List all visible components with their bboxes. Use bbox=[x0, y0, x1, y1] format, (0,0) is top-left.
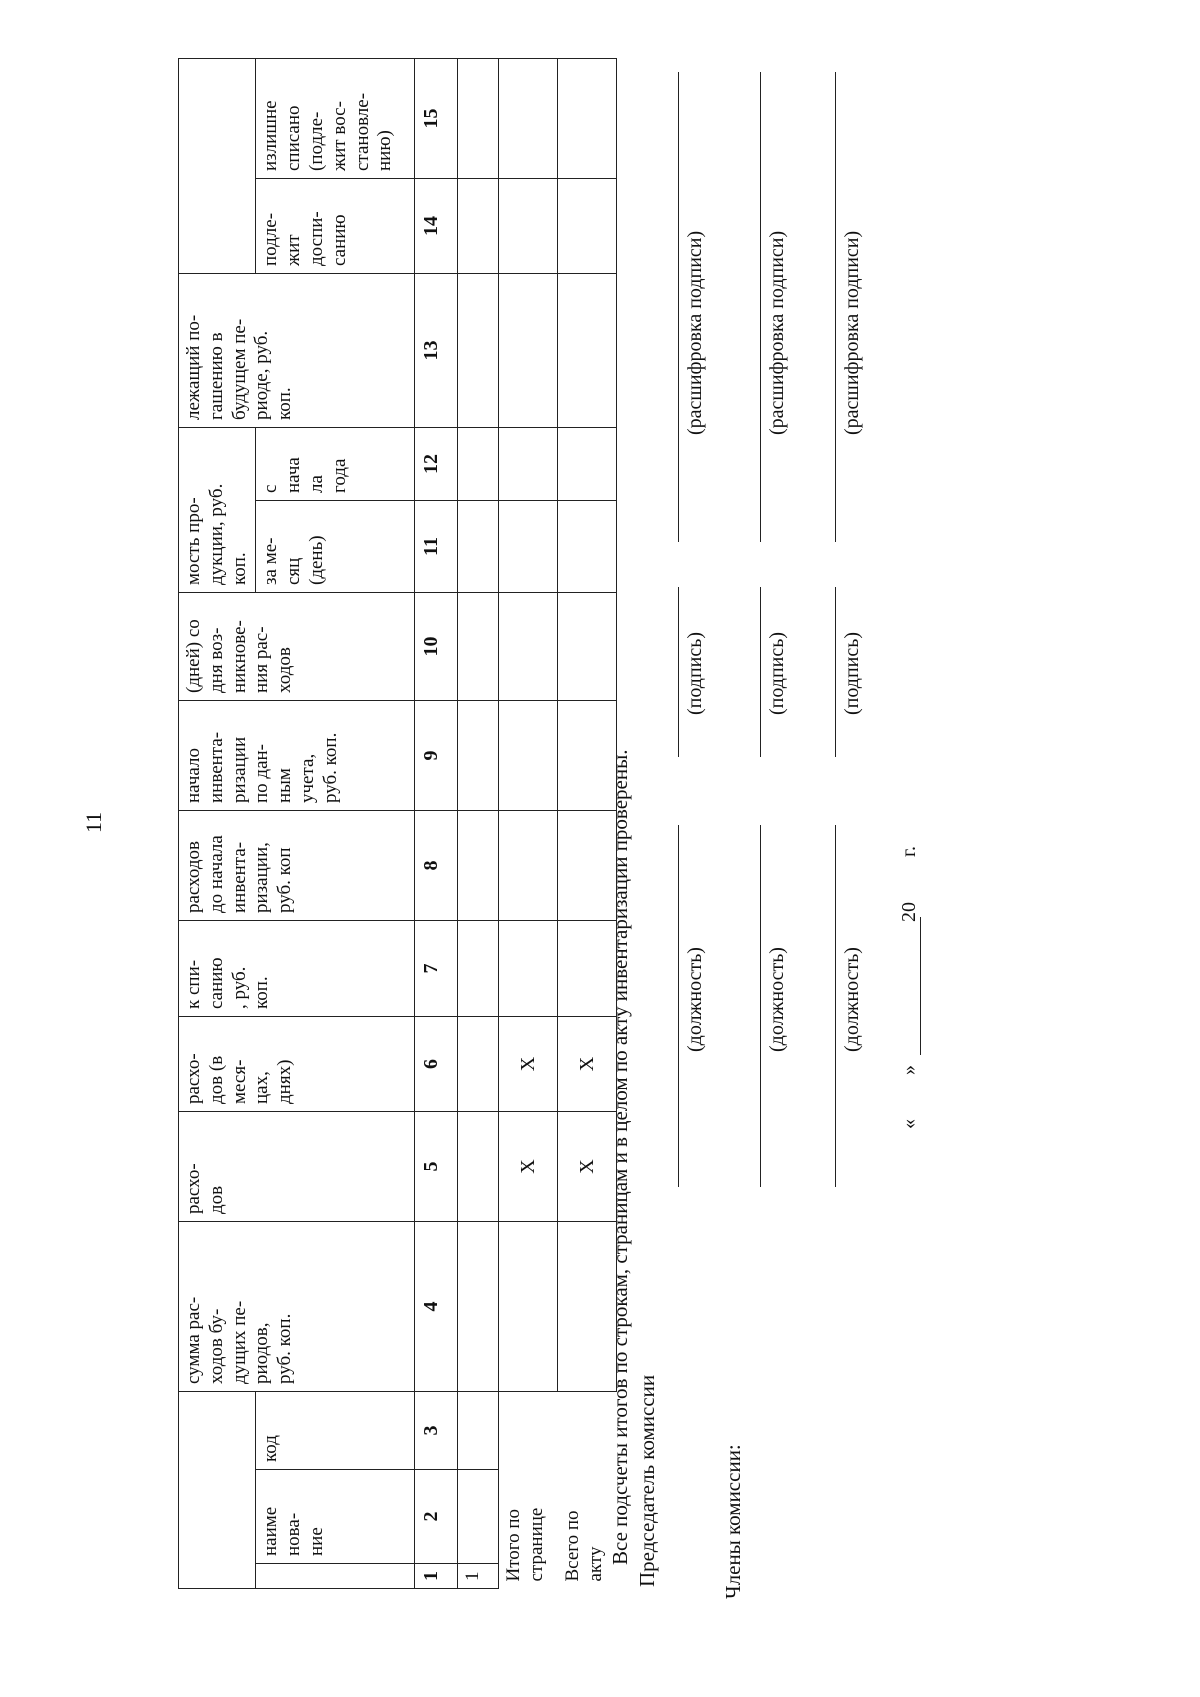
column-number: 8 bbox=[415, 811, 458, 921]
total-act-label: Всего по акту bbox=[561, 1510, 606, 1582]
row-number-cell: 1 bbox=[458, 1564, 499, 1589]
table-cell bbox=[458, 701, 499, 811]
header-sub-to-write-off: подле- жит доспи- санию bbox=[256, 179, 415, 274]
chairman-label: Председатель комиссии bbox=[635, 1374, 659, 1587]
date-month-line bbox=[920, 917, 921, 1055]
header-cell-11-12: мость про- дукции, руб. коп. bbox=[179, 428, 256, 593]
table-cell bbox=[558, 59, 617, 179]
column-number: 7 bbox=[415, 921, 458, 1017]
header-row-top bbox=[179, 59, 256, 1589]
header-sub-year-start: с нача ла года bbox=[256, 428, 415, 501]
table-cell bbox=[458, 811, 499, 921]
table-cell bbox=[499, 501, 558, 593]
date-open-quote: « bbox=[898, 1119, 920, 1129]
table-cell bbox=[499, 921, 558, 1017]
header-cell-6: расхо- дов (в меся- цах, днях) bbox=[179, 1017, 415, 1112]
table-cell bbox=[458, 921, 499, 1017]
column-number: 10 bbox=[415, 593, 458, 701]
table-cell bbox=[458, 1392, 499, 1470]
table-cell bbox=[458, 1470, 499, 1564]
member-decode-line bbox=[760, 72, 761, 542]
x-mark: Х bbox=[558, 1112, 617, 1222]
header-cell-10: (дней) со дня воз- никнове- ния рас- ходов bbox=[179, 593, 415, 701]
header-cell-5: расхо- дов bbox=[179, 1112, 415, 1222]
table-cell bbox=[558, 501, 617, 593]
table-row bbox=[458, 59, 499, 1589]
column-number: 13 bbox=[415, 274, 458, 428]
table-cell bbox=[458, 593, 499, 701]
table-cell bbox=[499, 811, 558, 921]
inventory-table bbox=[178, 58, 617, 1589]
column-number: 5 bbox=[415, 1112, 458, 1222]
table-cell bbox=[458, 1112, 499, 1222]
table-cell bbox=[558, 274, 617, 428]
member-signature-line bbox=[835, 587, 836, 757]
header-cell-4: сумма рас- ходов бу- дущих пе- риодов, руб. коп. bbox=[179, 1222, 415, 1392]
header-cell-9: начало инвента- ризации по дан- ным учета, руб. коп. bbox=[179, 701, 415, 811]
decode-caption: (расшифровка подписи) bbox=[766, 230, 788, 435]
table-cell bbox=[458, 59, 499, 179]
table-cell bbox=[458, 428, 499, 501]
member-position-line bbox=[760, 825, 761, 1187]
table-cell bbox=[499, 701, 558, 811]
member-position-line bbox=[835, 825, 836, 1187]
date-year: 20 bbox=[898, 902, 920, 922]
x-mark: Х bbox=[558, 1017, 617, 1112]
column-number: 3 bbox=[415, 1392, 458, 1470]
signature-caption: (подпись) bbox=[766, 631, 788, 715]
x-mark: Х bbox=[499, 1017, 558, 1112]
chairman-decode-line bbox=[678, 72, 679, 542]
column-number: 2 bbox=[415, 1470, 458, 1564]
column-number: 6 bbox=[415, 1017, 458, 1112]
header-sub-month: за ме- сяц (день) bbox=[256, 501, 415, 593]
decode-caption: (расшифровка подписи) bbox=[841, 230, 863, 435]
verification-statement: Все подсчеты итогов по строкам, страницам и в целом по акту инвентаризации проверены. bbox=[608, 749, 632, 1565]
header-cell-7: к спи- санию , руб. коп. bbox=[179, 921, 415, 1017]
table-cell bbox=[499, 59, 558, 179]
column-number: 12 bbox=[415, 428, 458, 501]
header-cell-14-15 bbox=[179, 59, 256, 274]
member-signature-line bbox=[760, 587, 761, 757]
column-number-row bbox=[415, 59, 458, 1589]
date-suffix: г. bbox=[898, 846, 920, 857]
decode-caption: (расшифровка подписи) bbox=[684, 230, 706, 435]
signature-caption: (подпись) bbox=[841, 631, 863, 715]
table-cell bbox=[458, 501, 499, 593]
column-number: 1 bbox=[415, 1564, 458, 1589]
date-close-quote: » bbox=[898, 1065, 920, 1075]
column-number: 11 bbox=[415, 501, 458, 593]
table-cell bbox=[499, 274, 558, 428]
position-caption: (должность) bbox=[841, 947, 863, 1052]
table-cell bbox=[499, 179, 558, 274]
table-cell bbox=[558, 593, 617, 701]
table-cell bbox=[499, 593, 558, 701]
total-page-label: Итого по странице bbox=[503, 1507, 548, 1582]
header-sub-code: код bbox=[256, 1392, 415, 1470]
table-cell bbox=[458, 179, 499, 274]
members-label: Члены комиссии: bbox=[721, 1444, 745, 1599]
chairman-position-line bbox=[678, 825, 679, 1187]
header-cell-13: лежащий по- гашению в будущем пе- риоде, руб. коп. bbox=[179, 274, 415, 428]
x-mark: Х bbox=[499, 1112, 558, 1222]
page-number: 11 bbox=[81, 811, 106, 833]
header-sub-name: наиме нова- ние bbox=[256, 1470, 415, 1564]
total-page-row bbox=[499, 59, 558, 1589]
position-caption: (должность) bbox=[766, 947, 788, 1052]
table-cell bbox=[499, 1222, 558, 1392]
signature-caption: (подпись) bbox=[684, 631, 706, 715]
table-cell bbox=[458, 1017, 499, 1112]
column-number: 4 bbox=[415, 1222, 458, 1392]
table-cell bbox=[458, 1222, 499, 1392]
column-number: 14 bbox=[415, 179, 458, 274]
table-cell bbox=[558, 179, 617, 274]
position-caption: (должность) bbox=[684, 947, 706, 1052]
header-cell-1-3 bbox=[179, 1392, 256, 1589]
chairman-signature-line bbox=[678, 587, 679, 757]
column-number: 9 bbox=[415, 701, 458, 811]
header-sub-excess: излишне списано (подле- жит вос- становле- нию) bbox=[256, 59, 415, 179]
header-cell-8: расходов до начала инвента- ризации, руб. коп bbox=[179, 811, 415, 921]
column-number: 15 bbox=[415, 59, 458, 179]
table-cell bbox=[499, 428, 558, 501]
table-cell bbox=[558, 428, 617, 501]
header-sub-empty bbox=[256, 1564, 415, 1589]
member-decode-line bbox=[835, 72, 836, 542]
table-cell bbox=[458, 274, 499, 428]
